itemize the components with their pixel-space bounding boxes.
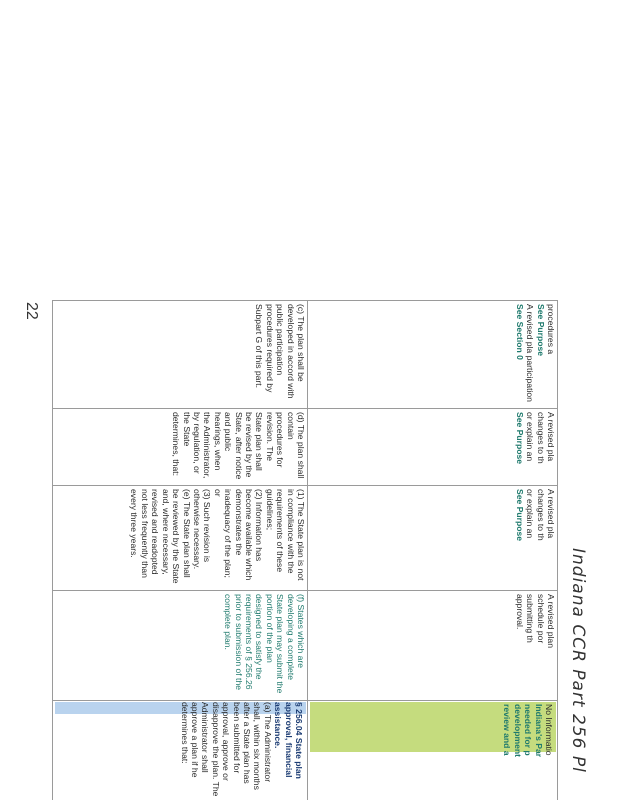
right-row-f-line-4: approval.: [514, 594, 525, 630]
see-purpose-link[interactable]: See Purpose: [514, 489, 525, 542]
row-divider: [53, 700, 558, 701]
right-row-c-text: A revised pla participation: [525, 304, 536, 402]
row-f-paragraph: (f) States which are developing a complete State plan may submit the portion of the plan designed to satisfy the requirements of § 256.26 prior to submission of the complete plan.: [223, 594, 306, 694]
row-c-paragraph: (c) The plan shall be developed in accord with public participation procedures required by Subpart G of this part.: [254, 304, 306, 399]
row-d-continued: [56, 489, 306, 587]
right-row-d-line-2: changes to th: [535, 412, 546, 464]
row-c-text: [56, 304, 306, 404]
page-number: 22: [23, 302, 40, 320]
column-divider: [307, 300, 308, 800]
row-divider: [53, 408, 558, 409]
row-d-text: [56, 412, 306, 482]
table-border-top: [557, 300, 558, 800]
highlight-line-2: needed for p: [523, 704, 534, 756]
row-d-para-1: (d) The plan shall contain procedures for revision. The State plan shall be revised by the State, after notice and public hearings, when the Administrator, by regulation, or the State determines, that:: [171, 412, 306, 480]
row-a-text: [54, 702, 304, 798]
row-f-text: [56, 594, 306, 696]
row-d-para-4: (3) Such revision is otherwise necessary.: [191, 489, 213, 570]
document-title: Indiana CCR Part 256 Pl: [568, 548, 588, 773]
row-d-para-2: (1) The State plan is not in compliance with the requirements of these guidelines;: [264, 489, 306, 581]
right-row-f: [310, 594, 556, 696]
see-purpose-link[interactable]: See Purpose: [514, 412, 525, 465]
right-row-a: [310, 704, 554, 798]
right-row-d: [310, 412, 556, 482]
section-heading: § 256.04 State plan approval, financial assistance.: [273, 702, 304, 779]
table-border-bottom: [52, 300, 53, 800]
row-divider: [53, 485, 558, 486]
no-information-text: No Informatio: [544, 704, 554, 756]
row-a-para-1: (a) The Administrator shall, within six months after a State plan has been submitted for approval, approve or disapprove the plan. The Administrator shall approve a plan if he determines that:: [179, 702, 273, 797]
right-top-text: procedures a: [546, 304, 556, 355]
right-row-e-line-2: changes to th: [535, 489, 546, 541]
highlight-line-3: development: [512, 704, 523, 758]
right-row-e-line-1: A revised pla: [546, 489, 556, 539]
row-d-para-3: (2) Information has become available which demonstrates the inadequacy of the plan; or: [212, 489, 265, 581]
right-row-d-line-3: or explain an: [525, 412, 536, 462]
right-row-d-line-1: A revised pla: [546, 412, 556, 462]
highlight-line-4: review and a: [502, 704, 513, 756]
right-row-f-line-3: submitting th: [525, 594, 536, 643]
right-row-f-line-2: schedule por: [535, 594, 546, 644]
right-row-f-line-1: A revised plan: [546, 594, 556, 648]
right-row-c: [310, 304, 556, 404]
row-divider: [53, 590, 558, 591]
row-d-para-5: (e) The State plan shall be reviewed by the State and, where necessary, revised and readopted not less frequently than every three years.: [129, 489, 192, 584]
highlight-line-1: Indiana's Par: [533, 704, 544, 758]
right-row-e: [310, 489, 556, 587]
see-section-link[interactable]: See Section 0: [514, 304, 525, 360]
see-purpose-link[interactable]: See Purpose: [535, 304, 546, 357]
row-divider: [53, 300, 558, 301]
right-row-e-line-3: or explain an: [525, 489, 536, 539]
